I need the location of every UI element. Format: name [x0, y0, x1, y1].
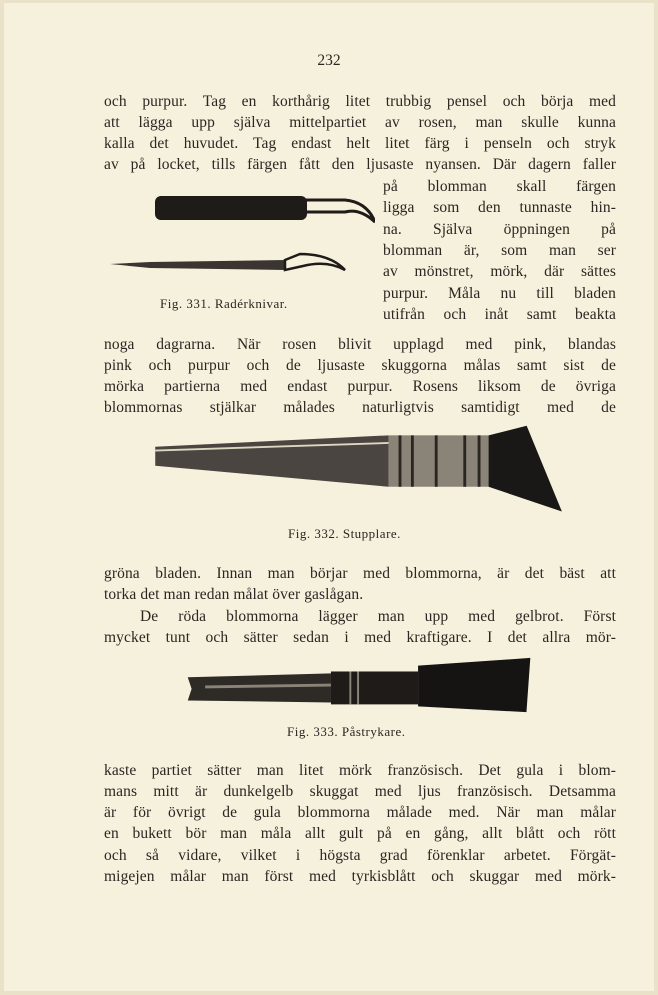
text-line: av mönstret, mörk, där sättes	[383, 263, 616, 280]
text-line: på blomman skall färgen	[383, 178, 616, 195]
fig-331-erasing-knives	[105, 190, 375, 285]
text-line: ligga som den tunnaste hin-	[383, 199, 616, 216]
text-line: purpur. Måla nu till bladen	[383, 285, 616, 302]
text-line: migejen målar man först med tyrkisblått och skuggar med mörk-	[104, 868, 616, 885]
fig-333-flat-brush	[180, 656, 540, 716]
brush-ferrule	[389, 435, 489, 486]
text-line: och purpur. Tag en korthårig litet trubbig pensel och börja med	[104, 93, 616, 110]
text-line: kaste partiet sätter man litet mörk französisch. Det gula i blom-	[104, 762, 616, 779]
text-line: mans mitt är dunkelgelb skuggat med ljus französisch. Detsamma	[104, 783, 616, 800]
figure-caption: Fig. 332. Stupplare.	[288, 526, 401, 541]
scalpel-blade	[285, 254, 345, 270]
text-line: gröna bladen. Innan man börjar med blommorna, är det bäst att	[104, 565, 616, 582]
text-line: mörka partierna med endast purpur. Rosens liksom de övriga	[104, 378, 616, 395]
knife-handle	[155, 196, 307, 220]
knife-blade	[305, 200, 375, 222]
text-line: torka det man redan målat över gaslågan.	[104, 586, 364, 603]
text-line: och så vidare, vilket i högsta grad förenklar arbetet. Förgät-	[104, 847, 616, 864]
text-line: av på locket, tills färgen fått den ljusaste nyansen. Där dagern faller	[104, 156, 616, 173]
figure-caption: Fig. 333. Påstrykare.	[287, 724, 406, 739]
brush-handle	[155, 435, 388, 486]
text-line: en bukett bör man måla allt gult på en gång, allt blått och rött	[104, 825, 616, 842]
text-line: är för övrigt de gula blommorna målade med. När man målar	[104, 804, 616, 821]
text-line: blommornas stjälkar målades naturligtvis samtidigt med de	[104, 399, 616, 416]
scalpel-handle	[110, 260, 285, 270]
brush-bristles	[418, 658, 530, 712]
brush-bristles	[489, 426, 562, 512]
text-line: na. Själva öppningen på	[383, 221, 616, 238]
text-line: noga dagrarna. När rosen blivit upplagd med pink, blandas	[104, 336, 616, 353]
text-line: pink och purpur och de ljusaste skuggorna målas samt sist de	[104, 357, 616, 374]
text-line: De röda blommorna lägger man upp med gelbrot. Först	[140, 608, 616, 625]
text-line: blomman är, som man ser	[383, 242, 616, 259]
fig-332-stippling-brush	[140, 422, 580, 522]
text-line: kalla det huvudet. Tag endast helt litet färg i penseln och stryk	[104, 135, 616, 152]
figure-caption: Fig. 331. Radérknivar.	[160, 296, 288, 311]
text-line: att lägga upp själva mittelpartiet av rosen, man skulle kunna	[104, 114, 616, 131]
brush-ferrule	[331, 671, 418, 704]
text-line: mycket tunt och sätter sedan i med kraftigare. I det allra mör-	[104, 629, 616, 646]
page-number: 232	[317, 52, 341, 69]
text-line: utifrån och inåt samt beakta	[383, 306, 616, 323]
